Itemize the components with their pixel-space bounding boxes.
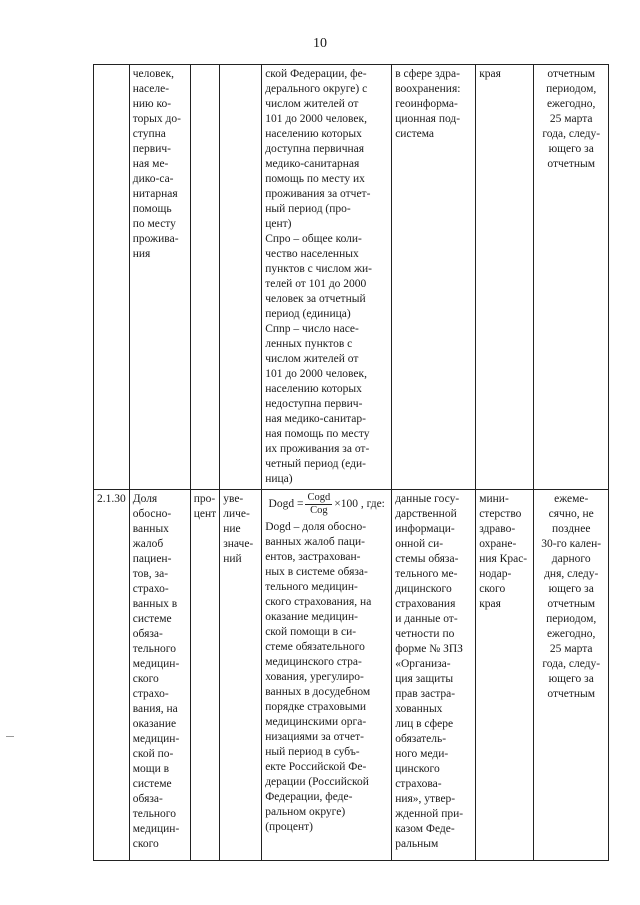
text-line: вания, на — [132, 703, 178, 715]
text-line: дня, следу- — [544, 568, 599, 580]
text-line: помощь — [132, 203, 172, 215]
text-line: торых до- — [132, 113, 181, 125]
text-line: недоступна первич- — [265, 398, 363, 410]
text-line: хования, урегулиро- — [265, 671, 364, 683]
text-line: пациен- — [132, 553, 172, 565]
cell-deadline — [534, 65, 609, 490]
text-line: ный период в субъ- — [265, 746, 360, 758]
cell-number: 2.1.30 — [94, 490, 130, 861]
text-line: ванных в — [132, 598, 178, 610]
text-line: отчетным — [547, 598, 596, 610]
text-line: ный период (про- — [265, 203, 351, 215]
text-line: проживания за отчет- — [265, 188, 371, 200]
text-line: числом жителей от — [265, 98, 359, 110]
text-line: населению которых — [265, 128, 362, 140]
text-line: ежегодно, — [546, 98, 596, 110]
text-line: ского — [132, 838, 159, 850]
text-line: здраво- — [479, 523, 516, 535]
text-line: система — [395, 128, 434, 140]
text-line: края — [479, 68, 501, 80]
text-line: период (единица) — [265, 308, 351, 320]
cell-source — [392, 65, 476, 490]
text-line: и данные от- — [395, 613, 458, 625]
cell-method — [262, 490, 392, 861]
text-line: нодар- — [479, 568, 512, 580]
text-line: «Организа- — [395, 658, 451, 670]
text-line: чество населенных — [265, 248, 359, 260]
cell-unit — [190, 65, 219, 490]
text-line: доступна первичная — [265, 143, 365, 155]
text-line: ция защиты — [395, 673, 454, 685]
text-line: ванных — [132, 523, 169, 535]
text-line: помощь по месту их — [265, 173, 365, 185]
text-line: информаци- — [395, 523, 455, 535]
text-line: оказание медицин- — [265, 611, 358, 623]
text-line: страхо- — [132, 688, 169, 700]
text-line: числом жителей от — [265, 353, 359, 365]
text-line: ного меди- — [395, 748, 449, 760]
text-line: ний — [223, 553, 242, 565]
text-line: ющего за — [548, 673, 594, 685]
formula — [265, 492, 388, 517]
text-line: стемы обяза- — [395, 553, 459, 565]
text-line: ния — [132, 248, 151, 260]
page-number: 10 — [313, 36, 327, 51]
text-line: ющего за — [548, 143, 594, 155]
cell-responsible — [476, 65, 534, 490]
text-line: нию ко- — [132, 98, 172, 110]
cell-number — [94, 65, 130, 490]
text-line: уве- — [223, 493, 244, 505]
text-line: ского — [479, 583, 506, 595]
text-line: стеме обязательного — [265, 641, 365, 653]
text-line: 101 до 2000 человек, — [265, 368, 367, 380]
text-line: мини- — [479, 493, 509, 505]
indicators-table — [93, 64, 609, 861]
text-line: форме № ЗПЗ — [395, 643, 463, 655]
text-line: про- — [193, 493, 216, 505]
formula-numerator: Cogd — [307, 492, 331, 503]
text-line: дицинского — [395, 583, 452, 595]
text-line: жденной при- — [395, 808, 464, 820]
text-line: воохранения: — [395, 83, 461, 95]
text-line: системе — [132, 778, 172, 790]
text-line: отчетным — [547, 68, 596, 80]
text-line: системе — [132, 613, 172, 625]
text-line: 25 марта — [549, 643, 593, 655]
text-line: ежегодно, — [546, 628, 596, 640]
text-line: дерального округе) с — [265, 83, 368, 95]
text-line: населе- — [132, 83, 170, 95]
text-line: ского страхования, на — [265, 596, 372, 608]
formula-denominator: Cog — [310, 505, 328, 516]
cell-trend — [220, 490, 262, 861]
text-line: четный период (еди- — [265, 458, 366, 470]
text-line: года, следу- — [542, 128, 601, 140]
text-line: первич- — [132, 143, 171, 155]
text-line: медицинского стра- — [265, 656, 362, 668]
text-line: ная помощь по месту — [265, 428, 370, 440]
method-description — [265, 520, 388, 835]
text-line: Спnp – число насе- — [265, 323, 359, 335]
text-line: Доля — [132, 493, 158, 505]
text-line: по месту — [132, 218, 176, 230]
cell-source — [392, 490, 476, 861]
text-line: охране- — [479, 538, 517, 550]
text-line: ентов, застрахован- — [265, 551, 361, 563]
text-line: населению которых — [265, 383, 362, 395]
text-line: отчетным — [547, 688, 596, 700]
text-line: ского — [132, 673, 159, 685]
text-line: ступна — [132, 128, 166, 140]
text-line: тельного ме- — [395, 568, 458, 580]
text-line: страхо- — [132, 583, 169, 595]
text-line: года, следу- — [542, 658, 601, 670]
margin-mark — [6, 736, 14, 737]
text-line: ние — [223, 523, 241, 535]
text-line: цент) — [265, 218, 292, 230]
text-line: ница) — [265, 473, 293, 485]
formula-lhs: Dogd = — [268, 498, 304, 510]
table-row — [94, 65, 609, 490]
text-line: ная медико-санитар- — [265, 413, 366, 425]
text-line: дарного — [551, 553, 591, 565]
text-line: оказание — [132, 718, 177, 730]
text-line: хованных — [395, 703, 443, 715]
text-line: позднее — [551, 523, 591, 535]
text-line: низациями за отчет- — [265, 731, 364, 743]
formula-fraction — [305, 492, 332, 517]
text-line: ежеме- — [554, 493, 589, 505]
text-line: медицин- — [132, 823, 180, 835]
cell-responsible — [476, 490, 534, 861]
text-line: порядке страховыми — [265, 701, 367, 713]
text-line: ральном округе) — [265, 806, 346, 818]
text-line: медицин- — [132, 733, 180, 745]
text-line: 25 марта — [549, 113, 593, 125]
text-line: медико-санитарная — [265, 158, 360, 170]
text-line: цинского — [395, 763, 440, 775]
text-line: периодом, — [546, 83, 597, 95]
text-line: ющего за — [548, 583, 594, 595]
text-line: Федерации, феде- — [265, 791, 353, 803]
text-line: лиц в сфере — [395, 718, 454, 730]
text-line: тельного — [132, 643, 176, 655]
text-line: жалоб — [132, 538, 164, 550]
text-line: страхования — [395, 598, 456, 610]
text-line: Спро – общее коли- — [265, 233, 362, 245]
text-line: периодом, — [546, 613, 597, 625]
cell-trend — [220, 65, 262, 490]
text-line: личе- — [223, 508, 250, 520]
text-line: дерации (Российской — [265, 776, 369, 788]
text-line: ленных пунктов с — [265, 338, 353, 350]
text-line: ванных в досудебном — [265, 686, 371, 698]
text-line: человек, — [132, 68, 175, 80]
text-line: ской Федерации, фе- — [265, 68, 367, 80]
cell-indicator-name — [129, 490, 190, 861]
text-line: страхова- — [395, 778, 442, 790]
text-line: дико-са- — [132, 173, 174, 185]
text-line: ванных жалоб паци- — [265, 536, 366, 548]
text-line: казом Федe- — [395, 823, 455, 835]
text-line: обосно- — [132, 508, 172, 520]
text-line: пунктов с числом жи- — [265, 263, 372, 275]
text-line: сячно, не — [548, 508, 594, 520]
text-line: 30-го кален- — [541, 538, 602, 550]
text-line: 101 до 2000 человек, — [265, 113, 367, 125]
text-line: тельного медицин- — [265, 581, 358, 593]
text-line: в сфере здра- — [395, 68, 460, 80]
text-line: человек за отчетный — [265, 293, 366, 305]
table-row — [94, 490, 609, 861]
text-line: четности по — [395, 628, 455, 640]
text-line: нитарная — [132, 188, 178, 200]
text-line: ная ме- — [132, 158, 169, 170]
text-line: ской по- — [132, 748, 174, 760]
cell-deadline — [534, 490, 609, 861]
text-line: дарственной — [395, 508, 457, 520]
text-line: ных в системе обяза- — [265, 566, 368, 578]
text-line: ционная под- — [395, 113, 461, 125]
text-line: тельного — [132, 808, 176, 820]
text-line: (процент) — [265, 821, 313, 833]
text-line: медицинскими орга- — [265, 716, 367, 728]
text-line: цент — [193, 508, 217, 520]
text-line: их проживания за от- — [265, 443, 370, 455]
cell-indicator-name — [129, 65, 190, 490]
text-line: обяза- — [132, 793, 163, 805]
text-line: ской помощи в си- — [265, 626, 357, 638]
text-line: медицин- — [132, 658, 180, 670]
text-line: стерство — [479, 508, 522, 520]
cell-method — [262, 65, 392, 490]
text-line: отчетным — [547, 158, 596, 170]
text-line: онной си- — [395, 538, 444, 550]
text-line: ния Крас- — [479, 553, 528, 565]
text-line: обяза- — [132, 628, 163, 640]
text-line: ральным — [395, 838, 439, 850]
text-line: геоинформа- — [395, 98, 458, 110]
text-line: Dogd – доля обосно- — [265, 521, 367, 533]
text-line: края — [479, 598, 501, 610]
text-line: значе- — [223, 538, 254, 550]
text-line: прав застра- — [395, 688, 456, 700]
text-line: телей от 101 до 2000 — [265, 278, 367, 290]
cell-unit — [190, 490, 219, 861]
text-line: екте Российской Фе- — [265, 761, 367, 773]
text-line: мощи в — [132, 763, 170, 775]
text-line: ния», утвер- — [395, 793, 456, 805]
text-line: проживa- — [132, 233, 179, 245]
formula-rhs: ×100 , где: — [334, 498, 385, 510]
text-line: данные госу- — [395, 493, 460, 505]
text-line: обязатель- — [395, 733, 447, 745]
text-line: тов, за- — [132, 568, 169, 580]
